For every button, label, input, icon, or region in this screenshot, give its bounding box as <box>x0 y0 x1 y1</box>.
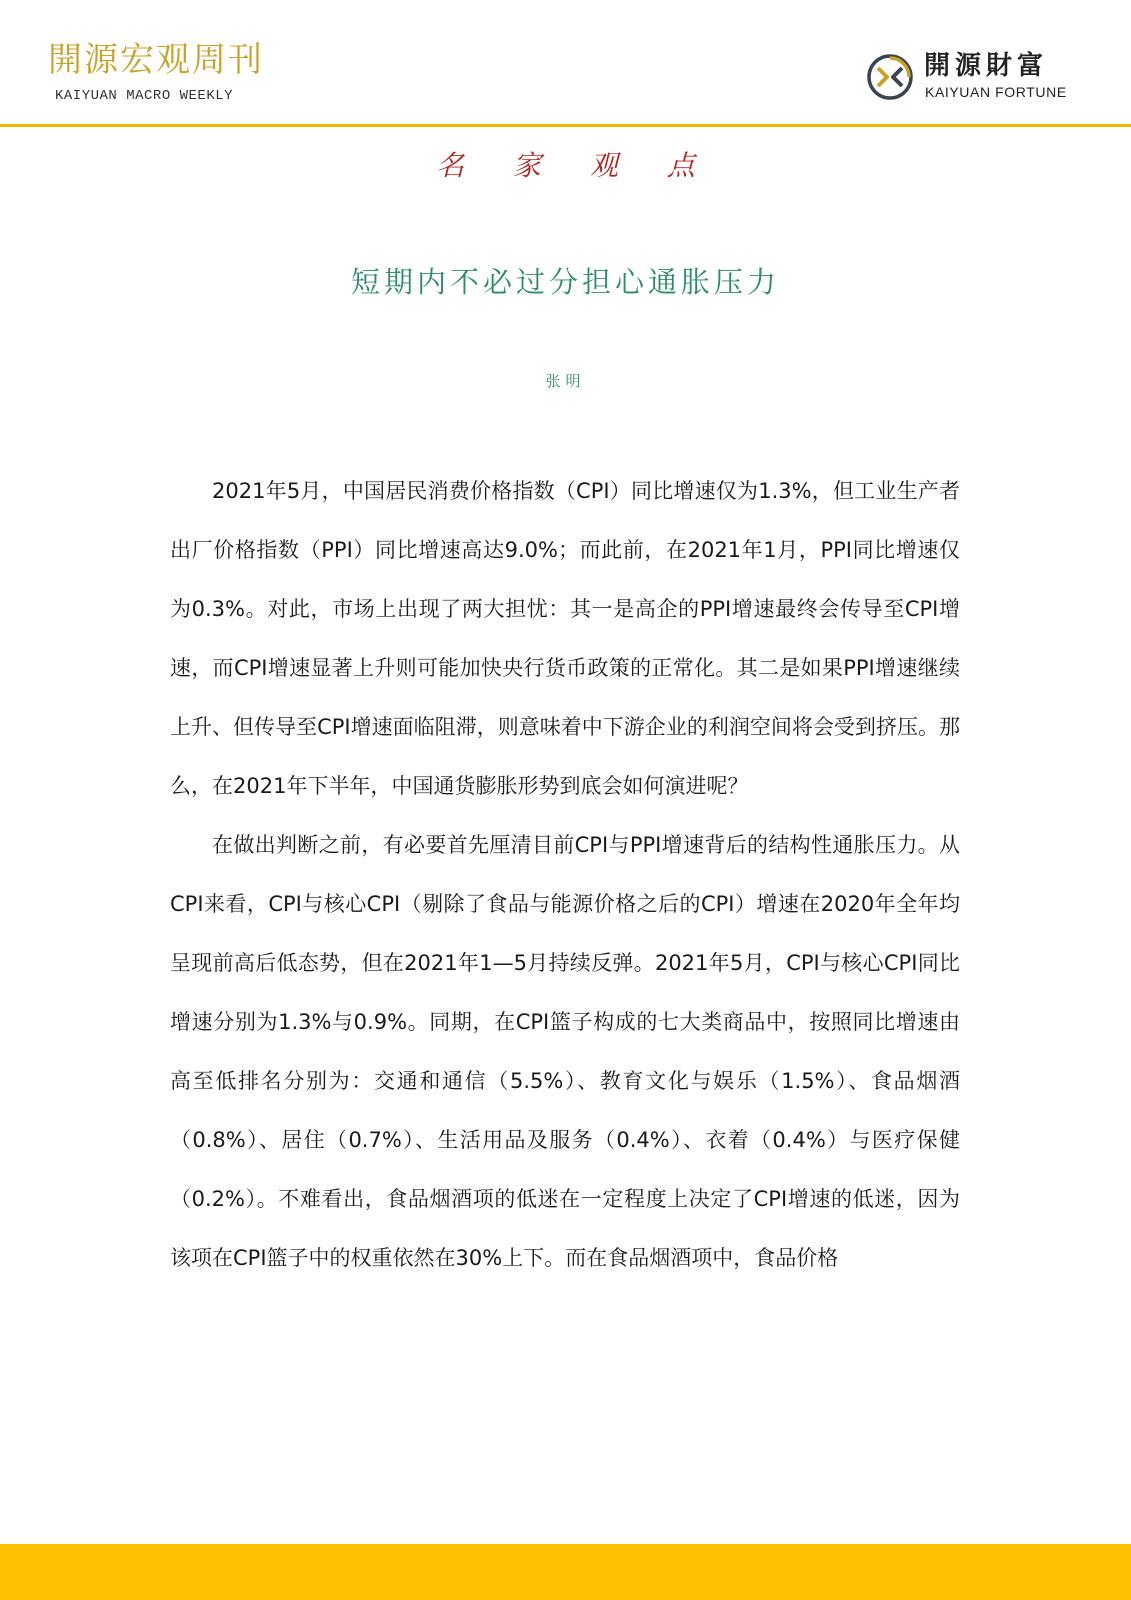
kaiyuan-logo <box>866 50 1096 106</box>
publication-title: 開源宏观周刊 <box>48 40 264 80</box>
page-header <box>0 0 1131 127</box>
section-title: 名 家 观 点 <box>436 149 715 182</box>
publication-subtitle: KAIYUAN MACRO WEEKLY <box>55 88 234 104</box>
footer-bar <box>0 1544 1131 1600</box>
logo-name-en: KAIYUAN FORTUNE <box>925 84 1067 100</box>
logo-name-cn: 開源財富 <box>924 51 1049 81</box>
kaiyuan-logo-icon <box>866 53 914 101</box>
header-divider <box>0 124 1131 127</box>
paragraph-2: 在做出判断之前，有必要首先厘清目前CPI与PPI增速背后的结构性通胀压力。从CPI来看，CPI与核心CPI（剔除了食品与能源价格之后的CPI）增速在2020年全年均呈现前高后低态势，但在2021年1—5月持续反弹。2021年5月，CPI与核心CPI同比增速分别为1.3%与0.9%。同期，在CPI篮子构成的七大类商品中，按照同比增速由高至低排名分别为：交通和通信（5.5%）、教育文化与娱乐（1.5%）、食品烟酒（0.8%）、居住（0.7%）、生活用品及服务（0.4%）、衣着（0.4%）与医疗保健（0.2%）。不难看出，食品烟酒项的低迷在一定程度上决定了CPI增速的低迷，因为该项在CPI篮子中的权重依然在30%上下。而在食品烟酒项中，食品价格 <box>170 833 960 1270</box>
article-body <box>170 462 960 1288</box>
paragraph-1: 2021年5月，中国居民消费价格指数（CPI）同比增速仅为1.3%，但工业生产者出厂价格指数（PPI）同比增速高达9.0%；而此前，在2021年1月，PPI同比增速仅为0.3%。对此，市场上出现了两大担忧：其一是高企的PPI增速最终会传导至CPI增速，而CPI增速显著上升则可能加快央行货币政策的正常化。其二是如果PPI增速继续上升、但传导至CPI增速面临阻滞，则意味着中下游企业的利润空间将会受到挤压。那么，在2021年下半年，中国通货膨胀形势到底会如何演进呢？ <box>170 479 960 798</box>
article-author: 张明 <box>545 372 586 390</box>
article-title: 短期内不必过分担心通胀压力 <box>350 265 780 299</box>
